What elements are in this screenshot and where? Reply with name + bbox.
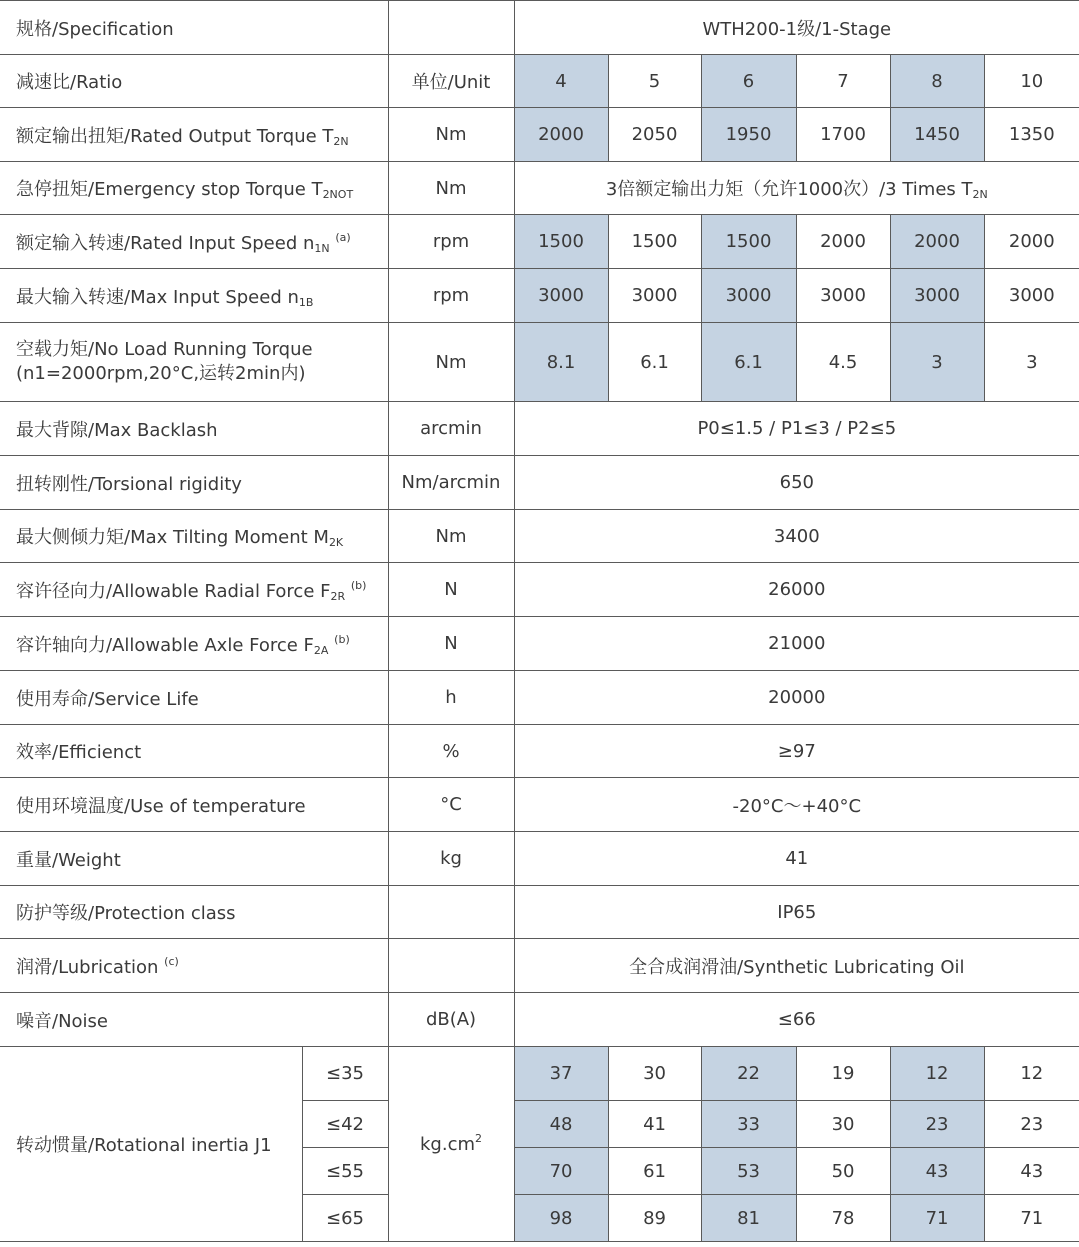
rated-speed-value: 1500 (608, 215, 701, 269)
tilting-value: 3400 (514, 510, 1079, 563)
emergency-torque-value: 3倍额定输出力矩（允许1000次）/3 Times $T_{2N}$ (514, 162, 1079, 215)
inertia-value: 12 (984, 1047, 1079, 1101)
spec-label: 规格/Specification (0, 1, 388, 55)
inertia-label: 转动惯量/Rotational inertia J1 (0, 1047, 302, 1242)
inertia-value: 30 (608, 1047, 701, 1101)
rated-torque-value: 1700 (796, 108, 890, 162)
max-speed-value: 3000 (796, 269, 890, 323)
inertia-value: 71 (890, 1195, 984, 1242)
efficiency-label: 效率/Efficienct (0, 725, 388, 778)
radial-force-label: 容许径向力/Allowable Radial Force $F_{2R}$ $^{(b)}$ (0, 563, 388, 617)
service-life-value: 20000 (514, 671, 1079, 725)
temperature-row (0, 778, 1079, 832)
inertia-value: 50 (796, 1148, 890, 1195)
spec-unit-cell (388, 1, 514, 55)
inertia-value: 81 (701, 1195, 796, 1242)
protection-unit (388, 886, 514, 939)
efficiency-row (0, 725, 1079, 778)
rated-torque-value: 1450 (890, 108, 984, 162)
ratio-value: 6 (701, 55, 796, 108)
inertia-value: 37 (514, 1047, 608, 1101)
backlash-value: P0≤1.5 / P1≤3 / P2≤5 (514, 402, 1079, 456)
rated-speed-value: 2000 (796, 215, 890, 269)
ratio-label: 减速比/Ratio (0, 55, 388, 108)
no-load-torque-label: 空载力矩/No Load Running Torque (n1=2000rpm,20°C,运转2min内) (0, 323, 388, 402)
noise-label: 噪音/Noise (0, 993, 388, 1047)
inertia-value: 30 (796, 1101, 890, 1148)
emergency-torque-label: 急停扭矩/Emergency stop Torque $T_{2NOT}$ (0, 162, 388, 215)
rated-speed-value: 1500 (514, 215, 608, 269)
torsional-label: 扭转刚性/Torsional rigidity (0, 456, 388, 510)
inertia-value: 33 (701, 1101, 796, 1148)
emergency-torque-row (0, 162, 1079, 215)
radial-force-value: 26000 (514, 563, 1079, 617)
rated-speed-unit: rpm (388, 215, 514, 269)
max-speed-value: 3000 (701, 269, 796, 323)
inertia-value: 61 (608, 1148, 701, 1195)
inertia-value: 23 (984, 1101, 1079, 1148)
rated-torque-row (0, 108, 1079, 162)
rated-speed-row (0, 215, 1079, 269)
rated-torque-value: 2000 (514, 108, 608, 162)
rated-torque-value: 2050 (608, 108, 701, 162)
no-load-torque-unit: Nm (388, 323, 514, 402)
axle-force-label: 容许轴向力/Allowable Axle Force $F_{2A}$ $^{(b)}$ (0, 617, 388, 671)
inertia-value: 48 (514, 1101, 608, 1148)
efficiency-value: ≥97 (514, 725, 1079, 778)
no-load-torque-value: 6.1 (701, 323, 796, 402)
torsional-unit: Nm/arcmin (388, 456, 514, 510)
spec-row (0, 1, 1079, 55)
no-load-torque-value: 8.1 (514, 323, 608, 402)
rated-torque-value: 1350 (984, 108, 1079, 162)
max-speed-label: 最大输入转速/Max Input Speed $n_{1B}$ (0, 269, 388, 323)
inertia-size: ≤65 (302, 1195, 388, 1242)
axle-force-unit: N (388, 617, 514, 671)
inertia-value: 12 (890, 1047, 984, 1101)
ratio-value: 4 (514, 55, 608, 108)
axle-force-row (0, 617, 1079, 671)
protection-value: IP65 (514, 886, 1079, 939)
tilting-unit: Nm (388, 510, 514, 563)
no-load-torque-value: 3 (984, 323, 1079, 402)
temperature-unit: °C (388, 778, 514, 832)
torsional-row (0, 456, 1079, 510)
noise-row (0, 993, 1079, 1047)
inertia-size: ≤42 (302, 1101, 388, 1148)
noise-value: ≤66 (514, 993, 1079, 1047)
rated-speed-label: 额定输入转速/Rated Input Speed $n_{1N}$ $^{(a)}$ (0, 215, 388, 269)
inertia-unit: $kg.cm^2$ (388, 1047, 514, 1242)
ratio-value: 7 (796, 55, 890, 108)
rated-speed-value: 2000 (890, 215, 984, 269)
no-load-torque-value: 3 (890, 323, 984, 402)
temperature-label: 使用环境温度/Use of temperature (0, 778, 388, 832)
tilting-label: 最大侧倾力矩/Max Tilting Moment $M_{2K}$ (0, 510, 388, 563)
spec-model: WTH200-1级/1-Stage (514, 1, 1079, 55)
weight-unit: kg (388, 832, 514, 886)
efficiency-unit: % (388, 725, 514, 778)
radial-force-unit: N (388, 563, 514, 617)
inertia-value: 41 (608, 1101, 701, 1148)
inertia-value: 43 (890, 1148, 984, 1195)
no-load-torque-value: 4.5 (796, 323, 890, 402)
max-speed-value: 3000 (514, 269, 608, 323)
inertia-size: ≤55 (302, 1148, 388, 1195)
no-load-torque-value: 6.1 (608, 323, 701, 402)
max-speed-row (0, 269, 1079, 323)
service-life-row (0, 671, 1079, 725)
protection-row (0, 886, 1079, 939)
rated-speed-value: 2000 (984, 215, 1079, 269)
no-load-torque-row (0, 323, 1079, 402)
inertia-value: 89 (608, 1195, 701, 1242)
inertia-value: 43 (984, 1148, 1079, 1195)
max-speed-value: 3000 (984, 269, 1079, 323)
lubrication-value: 全合成润滑油/Synthetic Lubricating Oil (514, 939, 1079, 993)
backlash-unit: arcmin (388, 402, 514, 456)
inertia-row (0, 1047, 1079, 1101)
backlash-row (0, 402, 1079, 456)
rated-torque-label: 额定输出扭矩/Rated Output Torque $T_{2N}$ (0, 108, 388, 162)
rated-speed-value: 1500 (701, 215, 796, 269)
max-speed-value: 3000 (608, 269, 701, 323)
rated-torque-unit: Nm (388, 108, 514, 162)
weight-value: 41 (514, 832, 1079, 886)
rated-torque-value: 1950 (701, 108, 796, 162)
axle-force-value: 21000 (514, 617, 1079, 671)
lubrication-unit (388, 939, 514, 993)
ratio-value: 5 (608, 55, 701, 108)
weight-label: 重量/Weight (0, 832, 388, 886)
lubrication-label: 润滑/Lubrication $^{(c)}$ (0, 939, 388, 993)
inertia-value: 78 (796, 1195, 890, 1242)
inertia-value: 23 (890, 1101, 984, 1148)
protection-label: 防护等级/Protection class (0, 886, 388, 939)
inertia-value: 98 (514, 1195, 608, 1242)
inertia-value: 22 (701, 1047, 796, 1101)
max-speed-value: 3000 (890, 269, 984, 323)
ratio-value: 8 (890, 55, 984, 108)
radial-force-row (0, 563, 1079, 617)
ratio-row (0, 55, 1079, 108)
service-life-unit: h (388, 671, 514, 725)
temperature-value: -20°C～+40°C (514, 778, 1079, 832)
ratio-unit: 单位/Unit (388, 55, 514, 108)
lubrication-row (0, 939, 1079, 993)
weight-row (0, 832, 1079, 886)
inertia-value: 19 (796, 1047, 890, 1101)
max-speed-unit: rpm (388, 269, 514, 323)
ratio-value: 10 (984, 55, 1079, 108)
inertia-size: ≤35 (302, 1047, 388, 1101)
tilting-row (0, 510, 1079, 563)
inertia-value: 71 (984, 1195, 1079, 1242)
backlash-label: 最大背隙/Max Backlash (0, 402, 388, 456)
inertia-value: 53 (701, 1148, 796, 1195)
service-life-label: 使用寿命/Service Life (0, 671, 388, 725)
inertia-value: 70 (514, 1148, 608, 1195)
noise-unit: dB(A) (388, 993, 514, 1047)
emergency-torque-unit: Nm (388, 162, 514, 215)
torsional-value: 650 (514, 456, 1079, 510)
